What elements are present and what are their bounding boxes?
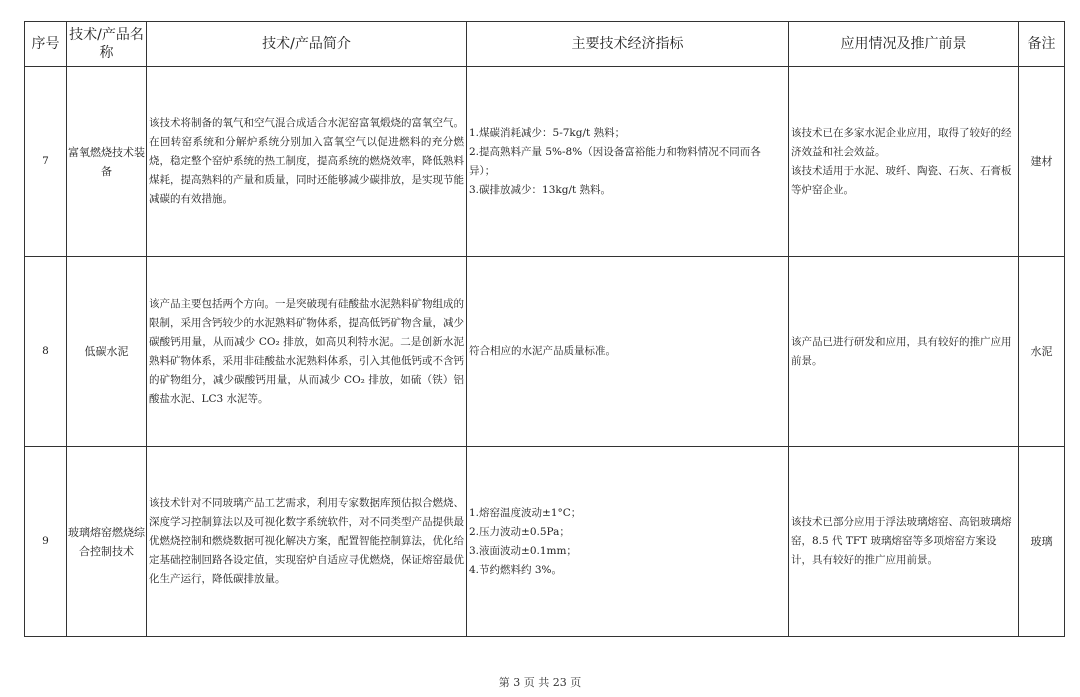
row-note: 水泥 (1019, 257, 1065, 447)
index-line: 2.提高熟料产量 5%-8%（因设备富裕能力和物料情况不同而各异）； (469, 145, 761, 177)
index-line: 符合相应的水泥产品质量标准。 (469, 345, 616, 357)
app-line: 该技术已在多家水泥企业应用，取得了较好的经济效益和社会效益。 (791, 126, 1012, 158)
header-index: 主要技术经济指标 (467, 22, 789, 67)
table-row (25, 67, 1065, 257)
row-index (467, 447, 789, 637)
index-line: 3.碳排放减少：13kg/t 熟料。 (469, 183, 612, 196)
index-line: 4.节约燃料约 3%。 (469, 563, 563, 576)
index-line: 1.煤碳消耗减少：5-7kg/t 熟料； (469, 126, 626, 139)
header-note: 备注 (1019, 22, 1065, 67)
row-app (789, 67, 1019, 257)
row-desc: 该技术针对不同玻璃产品工艺需求，利用专家数据库预估拟合燃烧、深度学习控制算法以及可视化数字系统软件，对不同类型产品提供最优燃烧控制和燃烧数据可视化解决方案，配置智能控制算法，优化给定基础控制回路各设定值，实现窑炉自适应寻优燃烧，保证熔窑最优化生产运行，降低碳排放量。 (147, 447, 467, 637)
row-no: 7 (25, 67, 67, 257)
row-desc: 该产品主要包括两个方向。一是突破现有硅酸盐水泥熟料矿物组成的限制，采用含钙较少的水泥熟料矿物体系，提高低钙矿物含量，减少碳酸钙用量，从而减少 CO₂ 排放，如高贝利特水泥。二是创新水泥熟料矿物体系，采用非硅酸盐水泥熟料体系，引入其他低钙或不含钙的矿物组分，减少碳酸钙用量，从而减少 CO₂ 排放，如硫（铁）铝酸盐水泥、LC3 水泥等。 (147, 257, 467, 447)
table-header-row (25, 22, 1065, 67)
row-name: 低碳水泥 (67, 257, 147, 447)
row-no: 9 (25, 447, 67, 637)
row-note: 玻璃 (1019, 447, 1065, 637)
table-row (25, 257, 1065, 447)
row-app (789, 257, 1019, 447)
row-name: 富氧燃烧技术装备 (67, 67, 147, 257)
app-line: 该技术已部分应用于浮法玻璃熔窑、高铝玻璃熔窑，8.5 代 TFT 玻璃熔窑等多项熔窑方案设计，具有较好的推广应用前景。 (791, 516, 1012, 566)
row-name: 玻璃熔窑燃烧综合控制技术 (67, 447, 147, 637)
index-line: 2.压力波动±0.5Pa； (469, 525, 570, 538)
row-no: 8 (25, 257, 67, 447)
header-no: 序号 (25, 22, 67, 67)
header-name: 技术/产品名称 (67, 22, 147, 67)
page-number: 第 3 页 共 23 页 (498, 676, 582, 689)
header-desc: 技术/产品简介 (147, 22, 467, 67)
row-app (789, 447, 1019, 637)
row-desc: 该技术将制备的氧气和空气混合成适合水泥窑富氧煅烧的富氧空气。在回转窑系统和分解炉系统分别加入富氧空气以促进燃料的充分燃烧，稳定整个窑炉系统的热工制度，提高系统的燃烧效率，降低熟料煤耗，提高熟料的产量和质量，同时还能够减少碳排放，是实现节能减碳的有效措施。 (147, 67, 467, 257)
index-line: 1.熔窑温度波动±1°C； (469, 506, 582, 519)
table-row (25, 447, 1065, 637)
technology-table (24, 21, 1065, 637)
row-note: 建材 (1019, 67, 1065, 257)
row-index (467, 67, 789, 257)
header-app: 应用情况及推广前景 (789, 22, 1019, 67)
app-line: 该技术适用于水泥、玻纤、陶瓷、石灰、石膏板等炉窑企业。 (791, 164, 1012, 196)
app-line: 该产品已进行研发和应用，具有较好的推广应用前景。 (791, 335, 1012, 367)
row-index (467, 257, 789, 447)
index-line: 3.液面波动±0.1mm； (469, 544, 577, 557)
